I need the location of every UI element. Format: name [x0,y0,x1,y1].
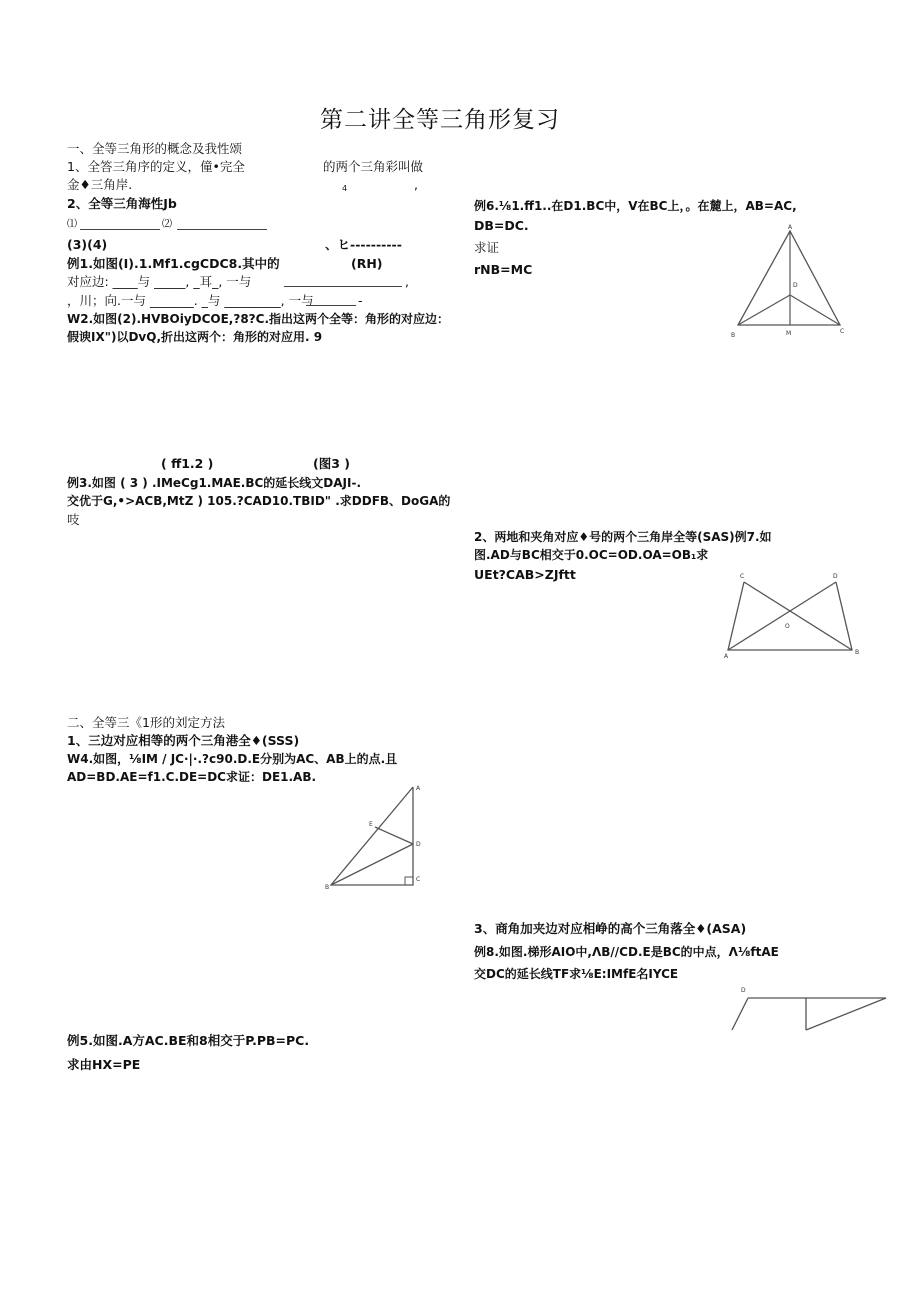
example6-line-a: 例6.⅛1.ff1..在D1.BC中，V在BC上，。在麓上，AB=AC, [474,199,797,213]
example2-line-a: W2.如图(2).HVBOiyDCOE,?8?C.指出这两个全等：角形的对应边： [67,312,449,326]
sss-heading: 1、三边对应相等的两个三角港全♦(SSS) [67,733,300,748]
fig6-label-a: A [788,224,793,231]
example1-line-e: - [358,293,363,308]
blank-34-label: (3)(4) [67,237,108,252]
item1-text-a: 1、全答三角序的定义，僮•完全 [67,159,245,174]
example3-line-b: 交优于G,•>ACB,MtZ ) 105.?CAD10.TBID" .求DDFB、DoGA的 [67,494,451,508]
fig6-label-b: B [731,332,736,339]
figure-caption-1-2: ( ff1.2 ) [161,456,214,471]
fig6-label-m: M [786,330,792,337]
item2-text: 2、全等三角海性Jb [67,196,177,211]
fig4-label-a: A [416,785,421,792]
section2-heading: 二、全等三《1形的刘定方法 [67,715,225,730]
item1-text-b: 的两个三角彩叫做 [323,159,424,174]
fig4-label-d: D [416,841,421,848]
example5-line-a: 例5.如图.A方AC.BE和8相交于P.PB=PC. [67,1033,310,1048]
blank-1-label: ⑴ [67,219,77,230]
example1-blank-c [284,286,402,287]
example1-line-c: 对应边: ____与 _____, _耳_, 一与 [67,274,252,289]
sas-line-a: 2、两地和夹角对应♦号的两个三角岸全等(SAS)例7.如 [474,530,772,544]
example3-line-c: 吱 [67,512,80,527]
example6-line-d: rNB=MC [474,262,533,277]
blank-1-line [80,229,160,230]
item1-mark1: 4 [342,184,348,193]
fig7-label-o: O [785,623,790,630]
blank-2-label: ⑵ [162,219,172,230]
example1-comma: , [405,274,409,289]
fig7-label-b: B [855,649,860,656]
fig7-label-c: C [740,573,745,580]
example6-line-c: 求证 [474,240,500,255]
example8-line-b: 交DC的延长线TF求⅛E:IMfE名IYCE [474,967,679,981]
fig4-label-b: B [325,884,330,891]
fig4-label-c: C [416,876,421,883]
section1-heading: 一、全等三角形的概念及我性颂 [67,141,243,156]
fig4-label-e: E [369,821,373,828]
example6-line-b: DB=DC. [474,218,529,233]
sas-line-c: UEt?CAB>ZJftt [474,567,576,582]
blank-2-line [177,229,267,230]
fig7-label-a: A [724,653,729,660]
example8-line-a: 例8.如图.梯形AIO中,ΛB//CD.E是BC的中点，Λ⅛ftAE [474,945,779,959]
example1-line-b: (RH) [351,256,383,271]
figure-example6 [728,225,848,340]
fig8-label-d: D [741,987,746,994]
figure-example4 [325,783,435,893]
example2-line-b: 假谀IX")以DvQ,折出这两个：角形的对应用. 9 [67,330,323,344]
blank-34-tail: 、ヒ---------- [325,237,402,252]
fig6-label-c: C [840,328,845,335]
example1-blank-d [306,305,356,306]
example4-line-a: W4.如图，⅛IM / JC·|·.?c90.D.E分别为AC、AB上的点.且 [67,752,398,766]
example5-line-b: 求由HX=PE [67,1057,141,1072]
figure-example7 [724,568,864,663]
figure-caption-3: (图3 ) [313,456,350,471]
example1-line-d: ，川；向.一与 _______. _与 _________, 一与 [67,293,314,308]
fig6-label-d: D [793,282,798,289]
example1-line-a: 例1.如图(I).1.Mf1.cgCDC8.其中的 [67,256,280,271]
fig7-label-d: D [833,573,838,580]
example3-line-a: 例3.如图 ( 3 ) .IMeCg1.MAE.BC的延长线文DAJI-. [67,476,362,490]
example4-line-b: AD=BD.AE=f1.C.DE=DC求证：DE1.AB. [67,770,317,784]
asa-heading: 3、商角加夹边对应相峥的高个三角落全♦(ASA) [474,921,747,936]
page-title: 第二讲全等三角形复习 [320,107,560,133]
figure-example8 [726,980,891,1030]
sas-line-b: 图.AD与BC相交于0.OC=OD.OA=OB₁求 [474,548,709,562]
item1-text-c: 金♦三角岸. [67,177,133,192]
item1-mark2: , [414,177,418,192]
